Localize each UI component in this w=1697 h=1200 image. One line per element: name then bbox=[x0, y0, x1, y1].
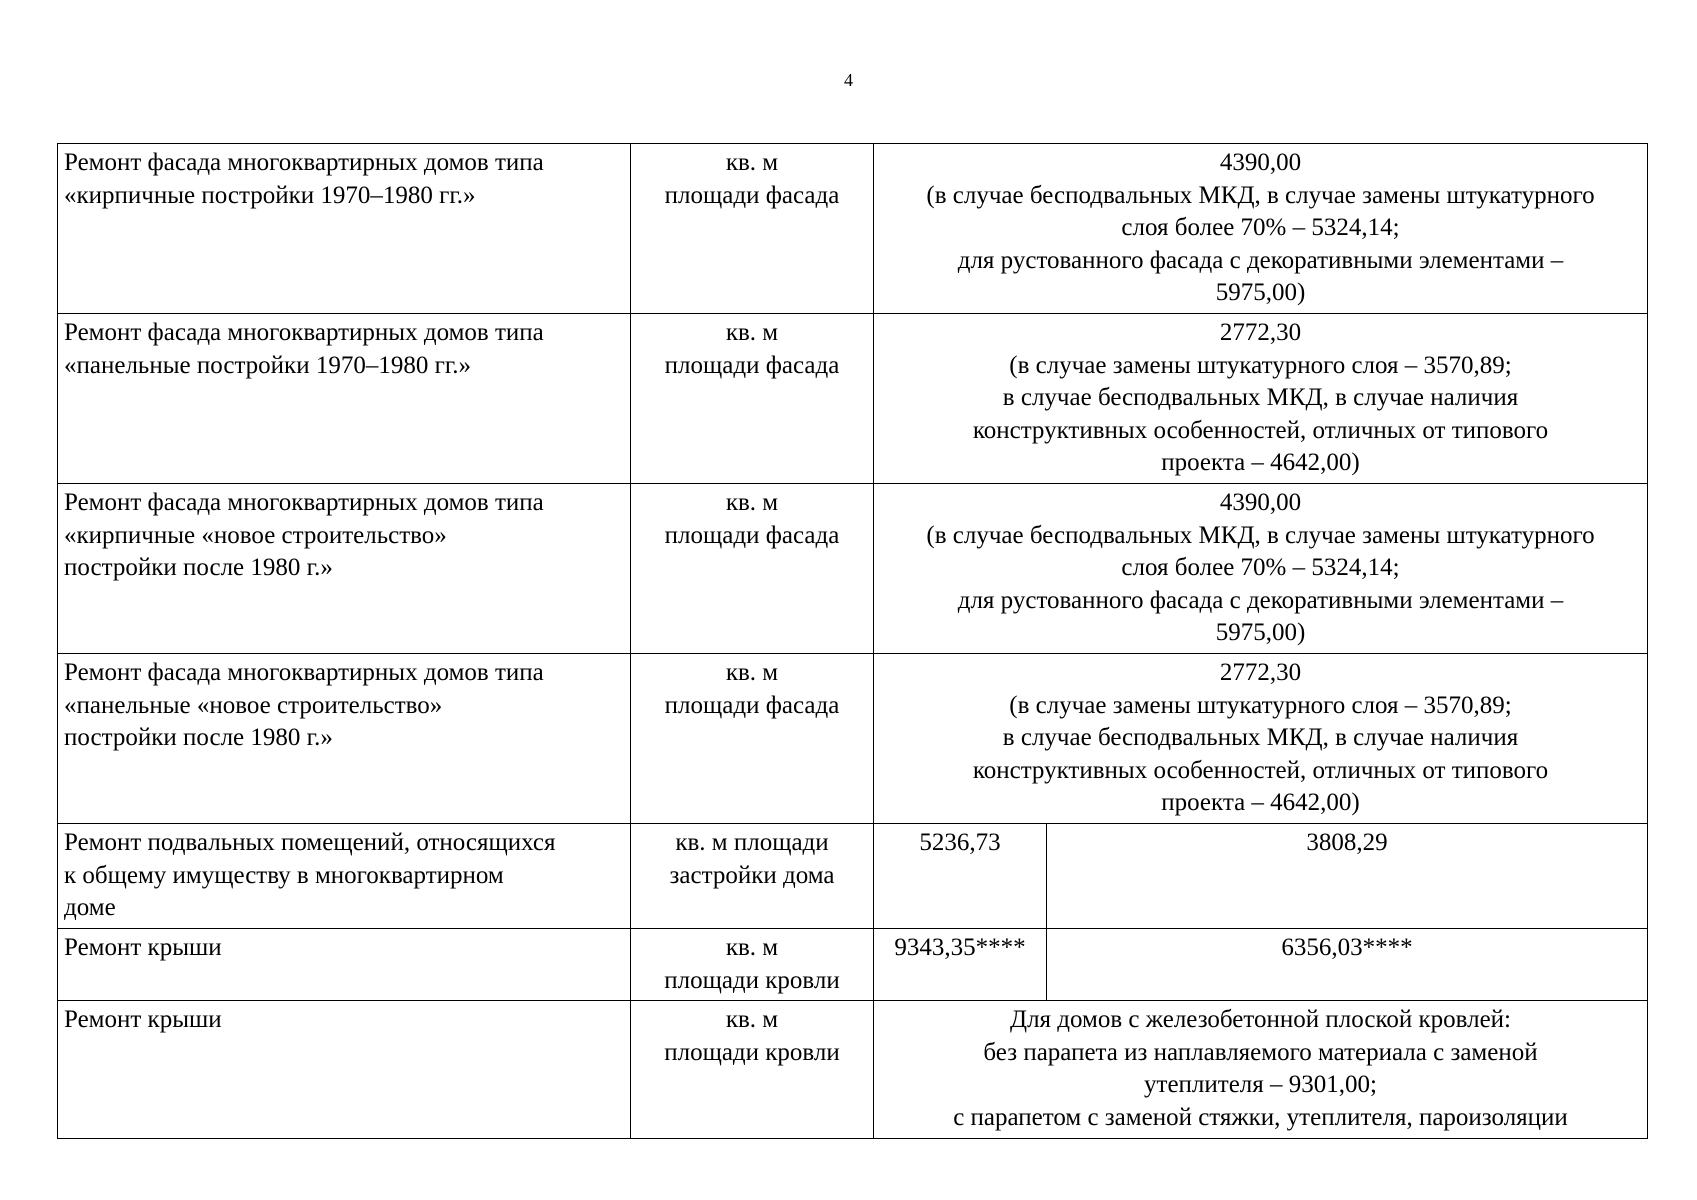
work-type-cell bbox=[58, 824, 631, 929]
price-cell-line: 2772,30 bbox=[1219, 659, 1302, 686]
unit-cell-line: кв. м bbox=[725, 1006, 779, 1033]
rates-table-body bbox=[58, 144, 1648, 1139]
price-cell-a bbox=[874, 929, 1047, 1001]
price-cell-line: проекта – 4642,00) bbox=[1161, 789, 1360, 816]
unit-cell bbox=[631, 654, 874, 824]
unit-cell-line: площади фасада bbox=[664, 351, 840, 379]
rates-table bbox=[57, 143, 1648, 1139]
work-type-cell bbox=[58, 929, 631, 1001]
price-cell-b-line: 6356,03**** bbox=[1281, 934, 1413, 961]
unit-cell-line: кв. м bbox=[725, 659, 779, 686]
work-type-cell-line: Ремонт фасада многоквартирных домов типа bbox=[64, 659, 544, 686]
price-cell-line: слоя более 70% – 5324,14; bbox=[1121, 554, 1400, 581]
price-cell bbox=[874, 1001, 1648, 1139]
price-cell-line: конструктивных особенностей, отличных от типового bbox=[972, 756, 1549, 784]
price-cell-line: Для домов с железобетонной плоской кровлей: bbox=[1010, 1006, 1511, 1033]
price-cell-line: 5975,00) bbox=[1215, 279, 1306, 306]
work-type-cell-line: Ремонт фасада многоквартирных домов типа bbox=[64, 319, 544, 346]
table-row bbox=[58, 314, 1648, 484]
unit-cell-line: кв. м bbox=[725, 934, 779, 961]
price-cell-line: 5975,00) bbox=[1215, 619, 1306, 646]
price-cell-b-line: 3808,29 bbox=[1306, 829, 1388, 856]
price-cell-line: в случае бесподвальных МКД, в случае наличия bbox=[1002, 724, 1519, 751]
work-type-cell bbox=[58, 144, 631, 314]
price-cell-line: 4390,00 bbox=[1219, 489, 1302, 516]
work-type-cell-line: к общему имуществу в многоквартирном bbox=[64, 861, 504, 889]
work-type-cell-line: «кирпичные «новое строительство» bbox=[64, 521, 447, 549]
unit-cell bbox=[631, 314, 874, 484]
price-cell-line: без парапета из наплавляемого материала с заменой bbox=[983, 1038, 1538, 1066]
unit-cell bbox=[631, 1001, 874, 1139]
price-cell-line: слоя более 70% – 5324,14; bbox=[1121, 214, 1400, 241]
work-type-cell-line: «кирпичные постройки 1970–1980 гг.» bbox=[64, 181, 476, 209]
price-cell-a bbox=[874, 824, 1047, 929]
price-cell-b bbox=[1047, 929, 1648, 1001]
price-cell-line: утеплителя – 9301,00; bbox=[1144, 1071, 1377, 1098]
unit-cell bbox=[631, 144, 874, 314]
price-cell bbox=[874, 314, 1648, 484]
price-cell bbox=[874, 144, 1648, 314]
page-number: 4 bbox=[844, 70, 853, 90]
work-type-cell bbox=[58, 314, 631, 484]
price-cell-line: 4390,00 bbox=[1219, 149, 1302, 176]
table-row bbox=[58, 929, 1648, 1001]
work-type-cell-line: «панельные постройки 1970–1980 гг.» bbox=[64, 351, 472, 379]
table-row bbox=[58, 824, 1648, 929]
work-type-cell-line: Ремонт крыши bbox=[64, 1006, 222, 1033]
table-row bbox=[58, 144, 1648, 314]
price-cell bbox=[874, 654, 1648, 824]
work-type-cell-line: доме bbox=[64, 894, 116, 921]
unit-cell-line: кв. м bbox=[725, 319, 779, 346]
price-cell-line: (в случае замены штукатурного слоя – 3570,89; bbox=[1009, 351, 1512, 379]
price-cell bbox=[874, 484, 1648, 654]
price-cell-line: конструктивных особенностей, отличных от типового bbox=[972, 416, 1549, 444]
unit-cell-line: площади фасада bbox=[664, 181, 840, 209]
work-type-cell-line: постройки после 1980 г.» bbox=[64, 554, 333, 581]
unit-cell-line: кв. м площади bbox=[675, 829, 829, 856]
unit-cell bbox=[631, 929, 874, 1001]
price-cell-line: 2772,30 bbox=[1219, 319, 1302, 346]
price-cell-line: (в случае бесподвальных МКД, в случае замены штукатурного bbox=[926, 521, 1595, 549]
table-row bbox=[58, 1001, 1648, 1139]
price-cell-a-line: 9343,35**** bbox=[894, 934, 1026, 961]
price-cell-line: для рустованного фасада с декоративными элементами – bbox=[957, 246, 1564, 274]
work-type-cell-line: «панельные «новое строительство» bbox=[64, 691, 443, 719]
unit-cell-line: площади фасада bbox=[664, 691, 840, 719]
table-row bbox=[58, 654, 1648, 824]
price-cell-line: (в случае бесподвальных МКД, в случае замены штукатурного bbox=[926, 181, 1595, 209]
price-cell-line: проекта – 4642,00) bbox=[1161, 449, 1360, 476]
work-type-cell-line: Ремонт подвальных помещений, относящихся bbox=[64, 829, 556, 856]
price-cell-line: (в случае замены штукатурного слоя – 3570,89; bbox=[1009, 691, 1512, 719]
price-cell-line: для рустованного фасада с декоративными элементами – bbox=[957, 586, 1564, 614]
price-cell-line: в случае бесподвальных МКД, в случае наличия bbox=[1002, 384, 1519, 411]
work-type-cell bbox=[58, 484, 631, 654]
price-cell-b bbox=[1047, 824, 1648, 929]
work-type-cell-line: Ремонт фасада многоквартирных домов типа bbox=[64, 149, 544, 176]
unit-cell-line: площади кровли bbox=[664, 1038, 840, 1066]
unit-cell-line: кв. м bbox=[725, 489, 779, 516]
work-type-cell bbox=[58, 654, 631, 824]
unit-cell-line: площади кровли bbox=[664, 966, 840, 994]
table-row bbox=[58, 484, 1648, 654]
work-type-cell-line: Ремонт фасада многоквартирных домов типа bbox=[64, 489, 544, 516]
work-type-cell-line: постройки после 1980 г.» bbox=[64, 724, 333, 751]
unit-cell-line: застройки дома bbox=[669, 861, 835, 889]
unit-cell-line: кв. м bbox=[725, 149, 779, 176]
price-cell-line: с парапетом с заменой стяжки, утеплителя, пароизоляции bbox=[953, 1103, 1568, 1131]
unit-cell-line: площади фасада bbox=[664, 521, 840, 549]
unit-cell bbox=[631, 484, 874, 654]
work-type-cell bbox=[58, 1001, 631, 1139]
unit-cell bbox=[631, 824, 874, 929]
price-cell-a-line: 5236,73 bbox=[919, 829, 1001, 856]
work-type-cell-line: Ремонт крыши bbox=[64, 934, 222, 961]
